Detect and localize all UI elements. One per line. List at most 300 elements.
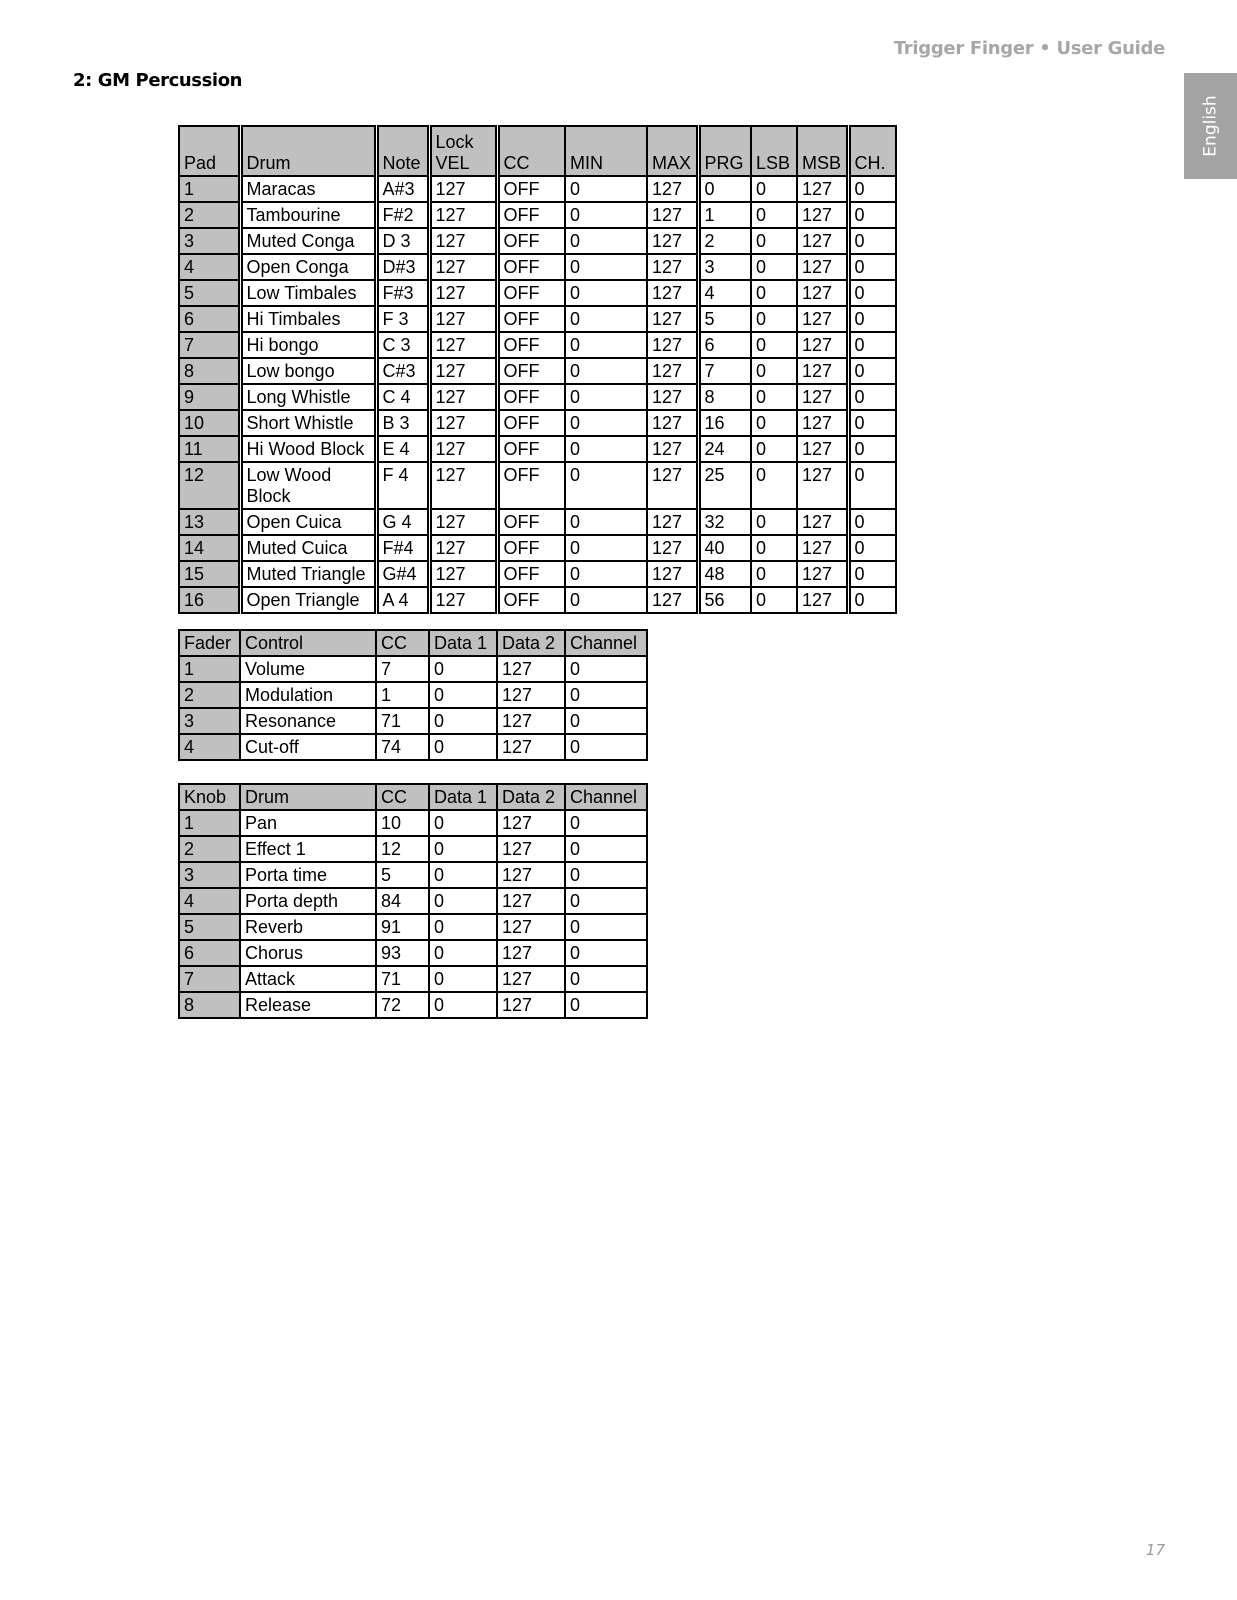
- cell-max: 127: [647, 509, 698, 535]
- cell-lock-vel: 127: [429, 462, 497, 509]
- cell-min: 0: [565, 410, 647, 436]
- cell-prg: 16: [698, 410, 751, 436]
- cell-msb: 127: [797, 176, 848, 202]
- cell-channel: 0: [565, 940, 647, 966]
- cell-max: 127: [647, 384, 698, 410]
- cell-cc: OFF: [497, 561, 565, 587]
- column-header-channel: Channel: [565, 784, 647, 810]
- cell-max: 127: [647, 436, 698, 462]
- cell-lock-vel: 127: [429, 202, 497, 228]
- cell-pad: 6: [179, 306, 240, 332]
- cell-drum: Low Wood Block: [240, 462, 376, 509]
- table-row: [179, 436, 896, 462]
- cell-drum: Long Whistle: [240, 384, 376, 410]
- cell-max: 127: [647, 280, 698, 306]
- cell-lsb: 0: [751, 176, 797, 202]
- table-row: [179, 888, 647, 914]
- cell-lock-vel: 127: [429, 228, 497, 254]
- cell-min: 0: [565, 535, 647, 561]
- cell-prg: 0: [698, 176, 751, 202]
- cell-note: G 4: [376, 509, 429, 535]
- cell-msb: 127: [797, 384, 848, 410]
- cell-pad: 15: [179, 561, 240, 587]
- cell-data-1: 0: [429, 836, 497, 862]
- cell-max: 127: [647, 561, 698, 587]
- cell-prg: 5: [698, 306, 751, 332]
- cell-pad: 9: [179, 384, 240, 410]
- language-tab[interactable]: [1184, 73, 1237, 179]
- cell-msb: 127: [797, 358, 848, 384]
- table-header-row: [179, 126, 896, 176]
- column-header-fader: Fader: [179, 630, 240, 656]
- cell-ch: 0: [848, 176, 896, 202]
- cell-ch: 0: [848, 228, 896, 254]
- cell-cc: OFF: [497, 176, 565, 202]
- cell-data-2: 127: [497, 836, 565, 862]
- cell-data-2: 127: [497, 656, 565, 682]
- cell-ch: 0: [848, 202, 896, 228]
- cell-cc: 12: [376, 836, 429, 862]
- cell-min: 0: [565, 332, 647, 358]
- running-head: Trigger Finger • User Guide: [893, 38, 1165, 59]
- cell-channel: 0: [565, 656, 647, 682]
- table-row: [179, 176, 896, 202]
- cell-note: B 3: [376, 410, 429, 436]
- cell-cc: 5: [376, 862, 429, 888]
- table-row: [179, 940, 647, 966]
- cell-note: A#3: [376, 176, 429, 202]
- table-row: [179, 280, 896, 306]
- cell-cc: OFF: [497, 228, 565, 254]
- cell-min: 0: [565, 358, 647, 384]
- cell-lock-vel: 127: [429, 436, 497, 462]
- column-header-max: MAX: [647, 126, 698, 176]
- cell-min: 0: [565, 587, 647, 613]
- table-row: [179, 656, 647, 682]
- cell-data-1: 0: [429, 708, 497, 734]
- column-header-drum: Drum: [240, 126, 376, 176]
- cell-cc: OFF: [497, 384, 565, 410]
- cell-knob: 2: [179, 836, 240, 862]
- cell-note: F#4: [376, 535, 429, 561]
- cell-prg: 7: [698, 358, 751, 384]
- cell-lsb: 0: [751, 228, 797, 254]
- table-row: [179, 306, 896, 332]
- cell-lock-vel: 127: [429, 280, 497, 306]
- cell-control: Cut-off: [240, 734, 376, 760]
- cell-drum: Low bongo: [240, 358, 376, 384]
- cell-max: 127: [647, 306, 698, 332]
- column-header-data-2: Data 2: [497, 630, 565, 656]
- cell-max: 127: [647, 358, 698, 384]
- cell-cc: OFF: [497, 332, 565, 358]
- table-header-row: [179, 630, 647, 656]
- cell-channel: 0: [565, 836, 647, 862]
- table-row: [179, 561, 896, 587]
- cell-msb: 127: [797, 561, 848, 587]
- cell-msb: 127: [797, 332, 848, 358]
- cell-data-1: 0: [429, 682, 497, 708]
- cell-prg: 3: [698, 254, 751, 280]
- table-row: [179, 384, 896, 410]
- cell-lsb: 0: [751, 587, 797, 613]
- table-header-row: [179, 784, 647, 810]
- cell-knob: 4: [179, 888, 240, 914]
- cell-max: 127: [647, 202, 698, 228]
- cell-note: C 4: [376, 384, 429, 410]
- cell-note: E 4: [376, 436, 429, 462]
- cell-pad: 2: [179, 202, 240, 228]
- cell-min: 0: [565, 176, 647, 202]
- cell-pad: 5: [179, 280, 240, 306]
- column-header-note: Note: [376, 126, 429, 176]
- page-number: 17: [1145, 1541, 1165, 1559]
- cell-knob: 3: [179, 862, 240, 888]
- table-row: [179, 202, 896, 228]
- cell-prg: 2: [698, 228, 751, 254]
- cell-drum: Short Whistle: [240, 410, 376, 436]
- cell-data-2: 127: [497, 708, 565, 734]
- table-row: [179, 862, 647, 888]
- table-row: [179, 810, 647, 836]
- table-row: [179, 462, 896, 509]
- cell-max: 127: [647, 332, 698, 358]
- cell-max: 127: [647, 176, 698, 202]
- cell-msb: 127: [797, 587, 848, 613]
- cell-note: G#4: [376, 561, 429, 587]
- column-header-pad: Pad: [179, 126, 240, 176]
- cell-pad: 8: [179, 358, 240, 384]
- cell-lock-vel: 127: [429, 587, 497, 613]
- cell-lock-vel: 127: [429, 254, 497, 280]
- cell-pad: 13: [179, 509, 240, 535]
- cell-pad: 10: [179, 410, 240, 436]
- cell-min: 0: [565, 202, 647, 228]
- cell-note: D 3: [376, 228, 429, 254]
- cell-cc: 93: [376, 940, 429, 966]
- cell-lsb: 0: [751, 561, 797, 587]
- cell-note: F 3: [376, 306, 429, 332]
- cell-lock-vel: 127: [429, 306, 497, 332]
- cell-channel: 0: [565, 862, 647, 888]
- cell-ch: 0: [848, 410, 896, 436]
- cell-pad: 16: [179, 587, 240, 613]
- cell-min: 0: [565, 462, 647, 509]
- cell-cc: OFF: [497, 410, 565, 436]
- cell-knob: 7: [179, 966, 240, 992]
- cell-lock-vel: 127: [429, 176, 497, 202]
- cell-data-1: 0: [429, 734, 497, 760]
- column-header-min: MIN: [565, 126, 647, 176]
- cell-min: 0: [565, 280, 647, 306]
- cell-drum: Muted Triangle: [240, 561, 376, 587]
- cell-data-2: 127: [497, 734, 565, 760]
- cell-msb: 127: [797, 280, 848, 306]
- cell-min: 0: [565, 436, 647, 462]
- cell-drum: Release: [240, 992, 376, 1018]
- cell-data-1: 0: [429, 656, 497, 682]
- cell-data-2: 127: [497, 940, 565, 966]
- cell-msb: 127: [797, 228, 848, 254]
- cell-data-2: 127: [497, 888, 565, 914]
- table-row: [179, 535, 896, 561]
- column-header-control: Control: [240, 630, 376, 656]
- cell-fader: 2: [179, 682, 240, 708]
- cell-cc: OFF: [497, 280, 565, 306]
- cell-cc: OFF: [497, 535, 565, 561]
- cell-cc: 74: [376, 734, 429, 760]
- column-header-data-1: Data 1: [429, 630, 497, 656]
- cell-ch: 0: [848, 280, 896, 306]
- cell-msb: 127: [797, 306, 848, 332]
- column-header-lock-vel: Lock VEL: [429, 126, 497, 176]
- cell-drum: Chorus: [240, 940, 376, 966]
- table-row: [179, 682, 647, 708]
- cell-ch: 0: [848, 535, 896, 561]
- cell-prg: 32: [698, 509, 751, 535]
- cell-data-2: 127: [497, 992, 565, 1018]
- table-row: [179, 509, 896, 535]
- cell-drum: Tambourine: [240, 202, 376, 228]
- cell-cc: 84: [376, 888, 429, 914]
- cell-data-2: 127: [497, 862, 565, 888]
- cell-cc: OFF: [497, 358, 565, 384]
- cell-knob: 6: [179, 940, 240, 966]
- cell-pad: 12: [179, 462, 240, 509]
- cell-ch: 0: [848, 306, 896, 332]
- cell-ch: 0: [848, 254, 896, 280]
- table-row: [179, 734, 647, 760]
- column-header-msb: MSB: [797, 126, 848, 176]
- cell-drum: Porta depth: [240, 888, 376, 914]
- cell-msb: 127: [797, 202, 848, 228]
- cell-channel: 0: [565, 734, 647, 760]
- cell-cc: 10: [376, 810, 429, 836]
- cell-lsb: 0: [751, 254, 797, 280]
- cell-data-2: 127: [497, 810, 565, 836]
- cell-lock-vel: 127: [429, 410, 497, 436]
- cell-knob: 8: [179, 992, 240, 1018]
- cell-ch: 0: [848, 462, 896, 509]
- table-row: [179, 914, 647, 940]
- cell-fader: 4: [179, 734, 240, 760]
- table-row: [179, 410, 896, 436]
- cell-drum: Hi Wood Block: [240, 436, 376, 462]
- cell-pad: 3: [179, 228, 240, 254]
- cell-drum: Attack: [240, 966, 376, 992]
- column-header-prg: PRG: [698, 126, 751, 176]
- cell-min: 0: [565, 306, 647, 332]
- cell-lock-vel: 127: [429, 535, 497, 561]
- cell-max: 127: [647, 462, 698, 509]
- cell-drum: Open Conga: [240, 254, 376, 280]
- cell-drum: Hi Timbales: [240, 306, 376, 332]
- cell-channel: 0: [565, 914, 647, 940]
- cell-data-1: 0: [429, 940, 497, 966]
- cell-cc: OFF: [497, 436, 565, 462]
- cell-lsb: 0: [751, 384, 797, 410]
- column-header-channel: Channel: [565, 630, 647, 656]
- cell-lsb: 0: [751, 202, 797, 228]
- cell-drum: Effect 1: [240, 836, 376, 862]
- cell-cc: OFF: [497, 462, 565, 509]
- table-row: [179, 708, 647, 734]
- cell-channel: 0: [565, 966, 647, 992]
- cell-cc: OFF: [497, 509, 565, 535]
- cell-fader: 1: [179, 656, 240, 682]
- cell-control: Volume: [240, 656, 376, 682]
- cell-data-1: 0: [429, 888, 497, 914]
- cell-drum: Porta time: [240, 862, 376, 888]
- column-header-drum: Drum: [240, 784, 376, 810]
- cell-min: 0: [565, 384, 647, 410]
- table-row: [179, 332, 896, 358]
- cell-pad: 14: [179, 535, 240, 561]
- cell-msb: 127: [797, 535, 848, 561]
- cell-lock-vel: 127: [429, 384, 497, 410]
- cell-knob: 5: [179, 914, 240, 940]
- cell-drum: Open Cuica: [240, 509, 376, 535]
- cell-prg: 8: [698, 384, 751, 410]
- cell-prg: 24: [698, 436, 751, 462]
- cell-cc: OFF: [497, 587, 565, 613]
- table-row: [179, 587, 896, 613]
- cell-pad: 4: [179, 254, 240, 280]
- cell-max: 127: [647, 228, 698, 254]
- column-header-cc: CC: [376, 630, 429, 656]
- cell-prg: 40: [698, 535, 751, 561]
- cell-lock-vel: 127: [429, 332, 497, 358]
- cell-cc: OFF: [497, 306, 565, 332]
- cell-data-2: 127: [497, 966, 565, 992]
- language-tab-label: English: [1200, 95, 1221, 157]
- cell-ch: 0: [848, 561, 896, 587]
- column-header-data-1: Data 1: [429, 784, 497, 810]
- cell-drum: Hi bongo: [240, 332, 376, 358]
- cell-lock-vel: 127: [429, 561, 497, 587]
- cell-channel: 0: [565, 888, 647, 914]
- table-row: [179, 228, 896, 254]
- cell-control: Modulation: [240, 682, 376, 708]
- cell-msb: 127: [797, 410, 848, 436]
- cell-channel: 0: [565, 992, 647, 1018]
- cell-lock-vel: 127: [429, 509, 497, 535]
- fader-mapping-table: [178, 629, 648, 761]
- cell-cc: OFF: [497, 202, 565, 228]
- table-row: [179, 992, 647, 1018]
- cell-lsb: 0: [751, 436, 797, 462]
- cell-min: 0: [565, 561, 647, 587]
- cell-ch: 0: [848, 509, 896, 535]
- cell-prg: 56: [698, 587, 751, 613]
- cell-cc: 71: [376, 708, 429, 734]
- column-header-data-2: Data 2: [497, 784, 565, 810]
- column-header-lsb: LSB: [751, 126, 797, 176]
- cell-ch: 0: [848, 587, 896, 613]
- cell-msb: 127: [797, 436, 848, 462]
- cell-data-1: 0: [429, 862, 497, 888]
- cell-note: C 3: [376, 332, 429, 358]
- column-header-cc: CC: [497, 126, 565, 176]
- cell-ch: 0: [848, 358, 896, 384]
- cell-lsb: 0: [751, 462, 797, 509]
- cell-cc: OFF: [497, 254, 565, 280]
- cell-lsb: 0: [751, 280, 797, 306]
- table-row: [179, 254, 896, 280]
- cell-drum: Muted Conga: [240, 228, 376, 254]
- table-row: [179, 836, 647, 862]
- cell-data-1: 0: [429, 992, 497, 1018]
- cell-data-1: 0: [429, 810, 497, 836]
- cell-pad: 11: [179, 436, 240, 462]
- cell-msb: 127: [797, 509, 848, 535]
- cell-max: 127: [647, 254, 698, 280]
- cell-max: 127: [647, 535, 698, 561]
- cell-cc: 72: [376, 992, 429, 1018]
- cell-lsb: 0: [751, 358, 797, 384]
- cell-data-1: 0: [429, 966, 497, 992]
- cell-min: 0: [565, 228, 647, 254]
- cell-drum: Muted Cuica: [240, 535, 376, 561]
- cell-min: 0: [565, 254, 647, 280]
- cell-ch: 0: [848, 436, 896, 462]
- cell-note: F#2: [376, 202, 429, 228]
- cell-control: Resonance: [240, 708, 376, 734]
- cell-cc: 91: [376, 914, 429, 940]
- cell-data-2: 127: [497, 914, 565, 940]
- cell-drum: Maracas: [240, 176, 376, 202]
- section-title: 2: GM Percussion: [73, 70, 243, 91]
- cell-drum: Pan: [240, 810, 376, 836]
- table-row: [179, 966, 647, 992]
- cell-note: F 4: [376, 462, 429, 509]
- cell-prg: 1: [698, 202, 751, 228]
- column-header-knob: Knob: [179, 784, 240, 810]
- cell-ch: 0: [848, 332, 896, 358]
- cell-channel: 0: [565, 810, 647, 836]
- cell-channel: 0: [565, 682, 647, 708]
- cell-prg: 48: [698, 561, 751, 587]
- cell-pad: 7: [179, 332, 240, 358]
- cell-lsb: 0: [751, 410, 797, 436]
- cell-note: D#3: [376, 254, 429, 280]
- cell-prg: 4: [698, 280, 751, 306]
- cell-cc: 7: [376, 656, 429, 682]
- cell-cc: 1: [376, 682, 429, 708]
- cell-ch: 0: [848, 384, 896, 410]
- cell-lsb: 0: [751, 509, 797, 535]
- cell-channel: 0: [565, 708, 647, 734]
- cell-min: 0: [565, 509, 647, 535]
- column-header-ch: CH.: [848, 126, 896, 176]
- cell-note: F#3: [376, 280, 429, 306]
- cell-msb: 127: [797, 462, 848, 509]
- cell-lock-vel: 127: [429, 358, 497, 384]
- table-row: [179, 358, 896, 384]
- column-header-cc: CC: [376, 784, 429, 810]
- cell-max: 127: [647, 587, 698, 613]
- cell-pad: 1: [179, 176, 240, 202]
- cell-lsb: 0: [751, 306, 797, 332]
- cell-lsb: 0: [751, 535, 797, 561]
- cell-data-2: 127: [497, 682, 565, 708]
- cell-max: 127: [647, 410, 698, 436]
- cell-knob: 1: [179, 810, 240, 836]
- cell-note: C#3: [376, 358, 429, 384]
- cell-lsb: 0: [751, 332, 797, 358]
- knob-mapping-table: [178, 783, 648, 1019]
- pad-mapping-table: [178, 125, 897, 614]
